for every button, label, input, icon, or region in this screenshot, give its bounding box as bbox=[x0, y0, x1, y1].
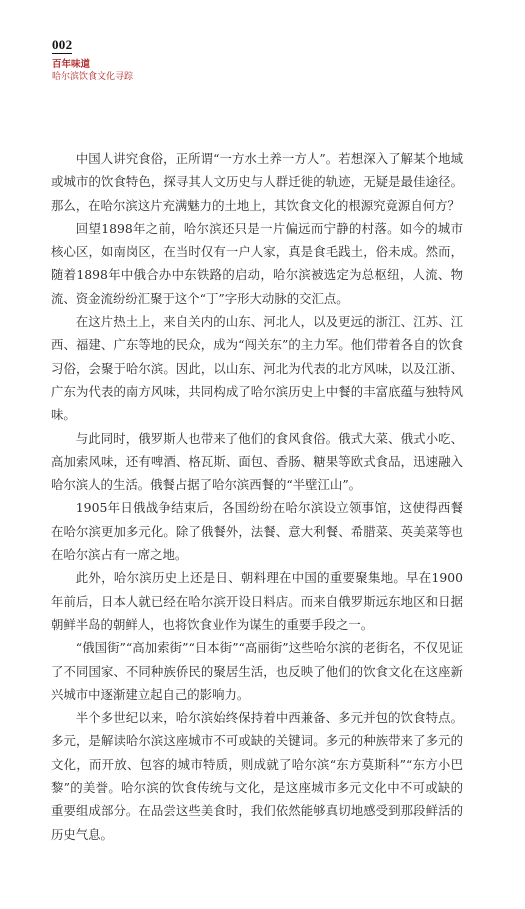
series-title: 百年味道 bbox=[52, 59, 91, 70]
running-header bbox=[52, 34, 133, 83]
paragraph: 在这片热土上，来自关内的山东、河北人，以及更远的浙江、江苏、江西、福建、广东等地的民众，成为“闯关东”的主力军。他们带着各自的饮食习俗，会聚于哈尔滨。因此，以山东、河北为代表的北方风味，以及江浙、广东为代表的南方风味，共同构成了哈尔滨历史上中餐的丰富底蕴与独特风味。 bbox=[51, 314, 463, 423]
paragraph: 此外，哈尔滨历史上还是日、朝料理在中国的重要聚集地。早在1900年前后，日本人就已经在哈尔滨开设日料店。而来自俄罗斯远东地区和日据朝鲜半岛的朝鲜人，也将饮食业作为谋生的重要手段之一。 bbox=[51, 570, 463, 632]
series-subtitle: 哈尔滨饮食文化寻踪 bbox=[52, 72, 134, 82]
paragraph: 回望1898年之前，哈尔滨还只是一片偏远而宁静的村落。如今的城市核心区，如南岗区，在当时仅有一户人家，真是食毛践土，俗未成。然而，随着1898年中俄合办中东铁路的启动，哈尔滨被选定为总枢纽，人流、物流、资金流纷纷汇聚于这个“丁”字形大动脉的交汇点。 bbox=[51, 220, 463, 306]
paragraph: 与此同时，俄罗斯人也带来了他们的食风食俗。俄式大菜、俄式小吃、高加索风味，还有啤酒、格瓦斯、面包、香肠、糖果等欧式食品，迅速融入哈尔滨人的生活。俄餐占据了哈尔滨西餐的“半壁江山”。 bbox=[51, 430, 463, 493]
article-body bbox=[51, 147, 463, 846]
paragraph: 半个多世纪以来，哈尔滨始终保持着中西兼备、多元并包的饮食特点。多元，是解读哈尔滨这座城市不可或缺的关键词。多元的种族带来了多元的文化，而开放、包容的城市特质，则成就了哈尔滨“东方莫斯科”“东方小巴黎”的美誉。哈尔滨的饮食传统与文化，是这座城市多元文化中不可或缺的重要组成部分。在品尝这些美食时，我们依然能够真切地感受到那段鲜活的历史气息。 bbox=[51, 710, 463, 842]
paragraph: “俄国街”“高加索街”“日本街”“高丽街”这些哈尔滨的老街名，不仅见证了不同国家、不同种族侨民的聚居生活，也反映了他们的饮食文化在这座新兴城市中逐渐建立起自己的影响力。 bbox=[51, 640, 463, 702]
paragraph: 1905年日俄战争结束后，各国纷纷在哈尔滨设立领事馆，这使得西餐在哈尔滨更加多元化。除了俄餐外，法餐、意大利餐、希腊菜、英美菜等也在哈尔滨占有一席之地。 bbox=[51, 500, 463, 563]
paragraph: 中国人讲究食俗，正所谓“一方水土养一方人”。若想深入了解某个地域或城市的饮食特色，探寻其人文历史与人群迁徙的轨迹，无疑是最佳途径。那么，在哈尔滨这片充满魅力的土地上，其饮食文化的根源究竟源自何方？ bbox=[51, 151, 463, 213]
page-number: 002 bbox=[52, 37, 73, 52]
